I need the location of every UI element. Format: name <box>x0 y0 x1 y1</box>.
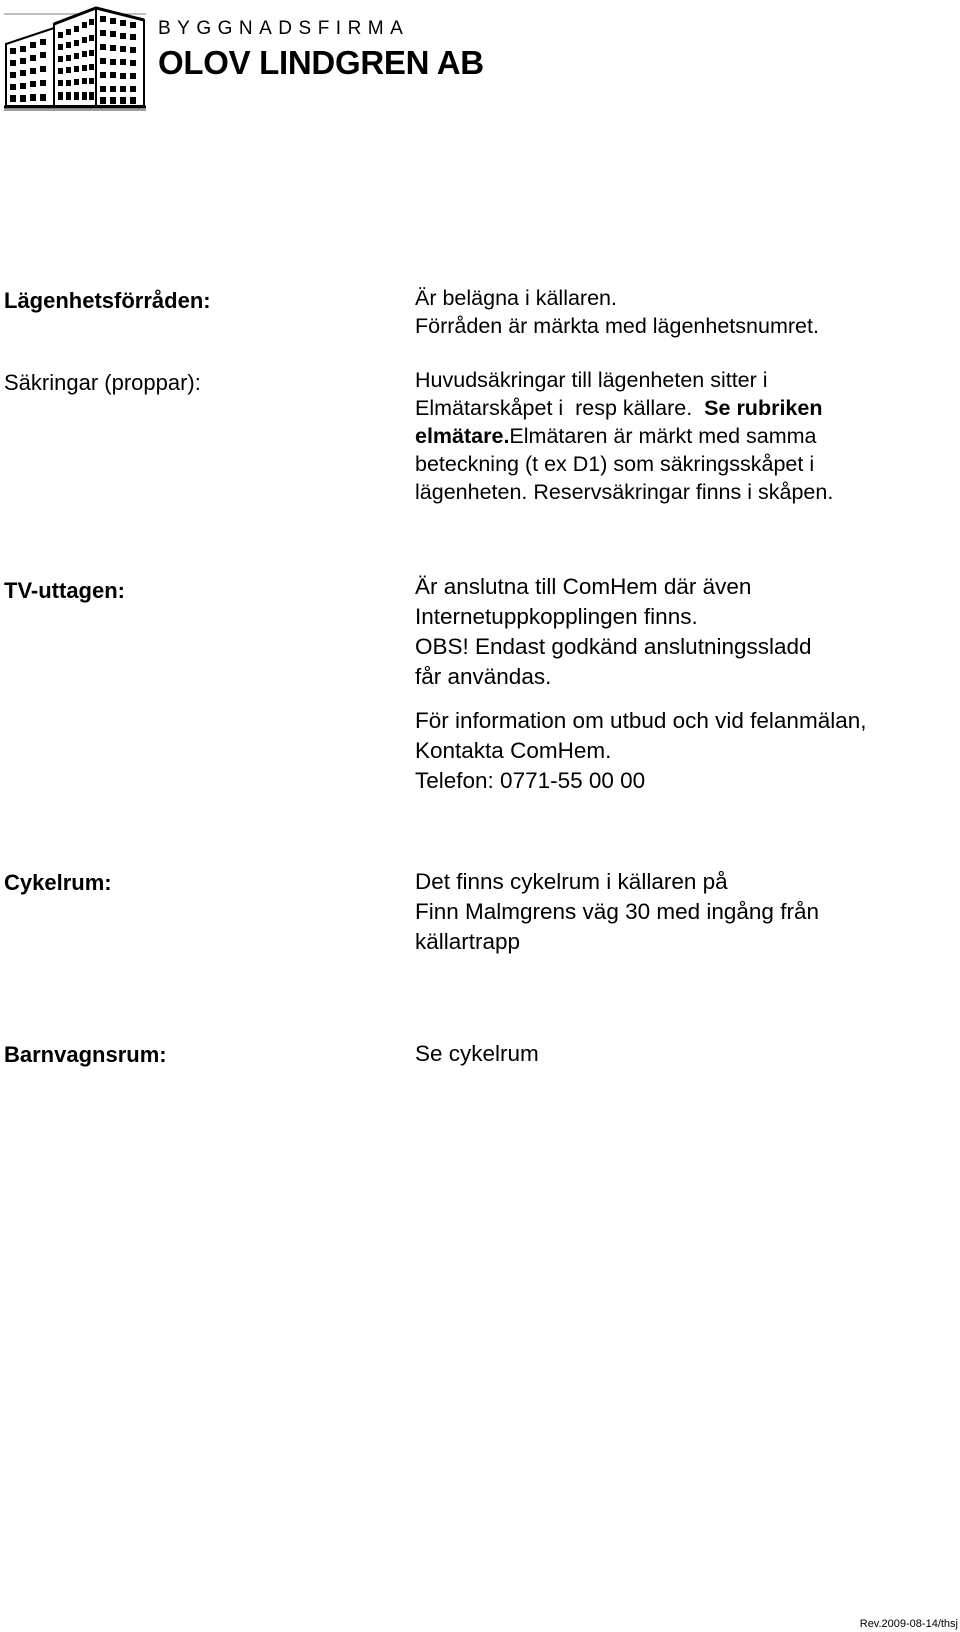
tv-line-1: Är anslutna till ComHem där även <box>415 574 752 599</box>
tv-info-line-2: Kontakta ComHem. <box>415 738 612 763</box>
fuses-see-heading: Se rubriken <box>704 396 823 420</box>
tv-text <box>415 572 955 796</box>
company-name: OLOV LINDGREN AB <box>158 44 484 81</box>
fuses-line-1: Huvudsäkringar till lägenheten sitter i <box>415 368 768 392</box>
building-logo <box>4 2 146 112</box>
fuses-line-2 <box>415 394 955 422</box>
fuses-line-2-text: Elmätarskåpet i resp källare. <box>415 396 705 420</box>
bikes-line-2: Finn Malmgrens väg 30 med ingång från <box>415 899 819 924</box>
prams-label: Barnvagnsrum: <box>4 1042 167 1067</box>
storage-line-2: Förråden är märkta med lägenhetsnumret. <box>415 314 819 338</box>
tv-line-2: Internetuppkopplingen finns. <box>415 604 698 629</box>
tv-info-line-1: För information om utbud och vid felanmälan, <box>415 708 867 733</box>
storage-text <box>415 284 955 340</box>
company-tagline: BYGGNADSFIRMA <box>158 18 410 39</box>
fuses-line-4: beteckning (t ex D1) som säkringsskåpet i <box>415 452 815 476</box>
fuses-line-5: lägenheten. Reservsäkringar finns i skåpen. <box>415 480 834 504</box>
bikes-label: Cykelrum: <box>4 870 112 895</box>
revision-note: Rev.2009-08-14/thsj <box>859 1618 958 1630</box>
fuses-line-3-text: Elmätaren är märkt med samma <box>509 424 817 448</box>
bikes-line-1: Det finns cykelrum i källaren på <box>415 869 728 894</box>
prams-text: Se cykelrum <box>415 1041 539 1066</box>
bikes-text <box>415 867 955 957</box>
fuses-meter-ref: elmätare. <box>415 424 510 448</box>
fuses-line-3 <box>415 422 955 450</box>
tv-line-4: får användas. <box>415 664 552 689</box>
tv-label: TV-uttagen: <box>4 578 125 603</box>
storage-label: Lägenhetsförråden: <box>4 288 211 313</box>
fuses-label: Säkringar (proppar): <box>4 370 201 395</box>
fuses-text <box>415 366 955 506</box>
bikes-line-3: källartrapp <box>415 929 521 954</box>
tv-line-3: OBS! Endast godkänd anslutningssladd <box>415 634 812 659</box>
tv-phone: Telefon: 0771-55 00 00 <box>415 768 646 793</box>
storage-line-1: Är belägna i källaren. <box>415 286 617 310</box>
